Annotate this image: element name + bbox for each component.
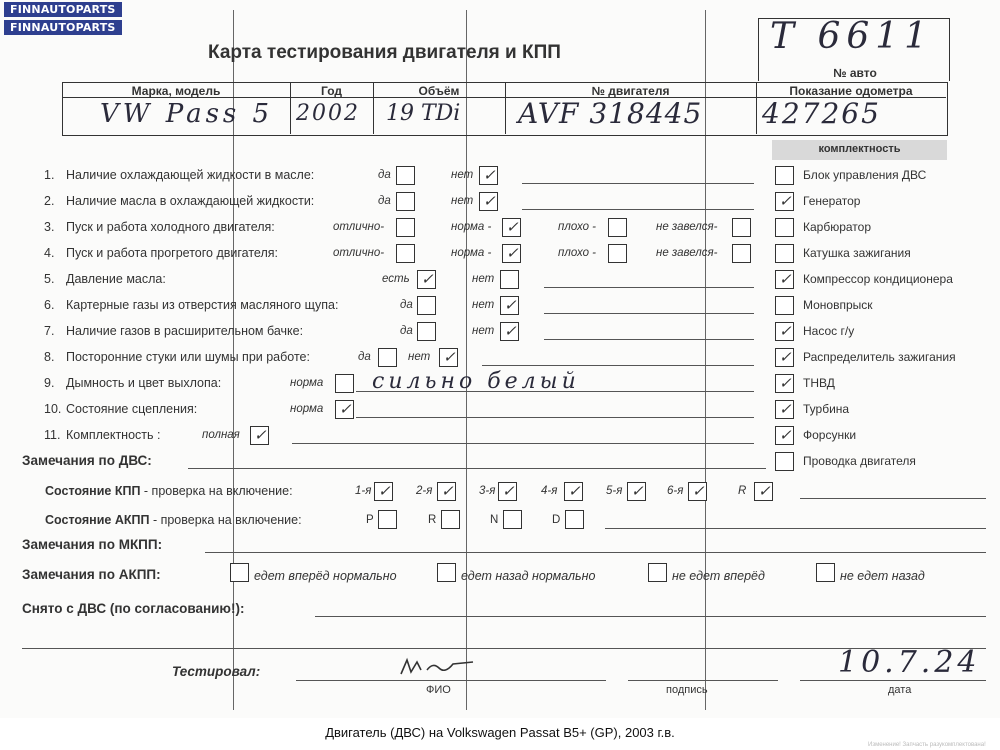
- col-make-model: Марка, модель: [131, 84, 221, 98]
- kpp-gear-label: R: [738, 485, 747, 497]
- akpp-gear-label: R: [428, 514, 437, 526]
- akpp-remark-label: не едет назад: [840, 569, 925, 583]
- site-logo: FINNAUTOPARTS: [4, 2, 122, 17]
- option-label: есть: [382, 273, 410, 285]
- option-label: полная: [202, 429, 240, 441]
- option-checkbox-mark: ✓: [443, 348, 456, 366]
- option-label: да: [378, 169, 391, 181]
- akpp-gear-checkbox[interactable]: [565, 510, 584, 529]
- akpp-remark-label: не едет вперёд: [672, 569, 765, 583]
- question-text: Картерные газы из отверстия масляного щупа:: [66, 298, 339, 312]
- answer-line: [544, 313, 754, 314]
- odometer-value: 427265: [762, 97, 881, 130]
- question-text: Комплектность :: [66, 428, 161, 442]
- page-title: Карта тестирования двигателя и КПП: [208, 42, 561, 63]
- akpp-remark-checkbox[interactable]: [816, 563, 835, 582]
- car-number-value: T 6611: [770, 16, 934, 57]
- kpp-gear-label: 3-я: [479, 485, 496, 497]
- photo-caption: Двигатель (ДВС) на Volkswagen Passat B5+ (GP), 2003 г.в.: [325, 725, 675, 740]
- answer-line: [544, 287, 754, 288]
- question-number: 6.: [44, 298, 55, 312]
- component-checkbox-mark: ✓: [779, 426, 792, 444]
- option-label: норма -: [451, 247, 492, 259]
- kpp-gear-label: 4-я: [541, 485, 558, 497]
- question-text: Давление масла:: [66, 272, 166, 286]
- option-checkbox[interactable]: [378, 348, 397, 367]
- component-checkbox[interactable]: [775, 452, 794, 471]
- option-checkbox[interactable]: [335, 374, 354, 393]
- option-label: да: [400, 299, 413, 311]
- component-checkbox[interactable]: [775, 296, 794, 315]
- option-label: не завелся-: [656, 247, 718, 259]
- col-year: Год: [321, 84, 342, 98]
- question-text: Наличие масла в охлаждающей жидкости:: [66, 194, 315, 208]
- option-checkbox[interactable]: [396, 166, 415, 185]
- component-label: Распределитель зажигания: [803, 350, 956, 364]
- option-label: норма -: [451, 221, 492, 233]
- option-checkbox-mark: ✓: [506, 244, 519, 262]
- option-label: отлично-: [333, 221, 385, 233]
- kpp-gear-label: 1-я: [355, 485, 372, 497]
- option-checkbox-mark: ✓: [421, 270, 434, 288]
- component-label: Турбина: [803, 402, 850, 416]
- col-engine-number: № двигателя: [591, 84, 670, 98]
- akpp-remark-checkbox[interactable]: [648, 563, 667, 582]
- option-label: отлично-: [333, 247, 385, 259]
- col-odometer: Показание одометра: [789, 84, 913, 98]
- option-label: плохо -: [558, 247, 596, 259]
- engine-number-value: AVF 318445: [518, 97, 703, 130]
- option-label: да: [358, 351, 371, 363]
- answer-line: [522, 183, 754, 184]
- remarks-akpp-label: Замечания по АКПП:: [22, 567, 161, 582]
- option-checkbox[interactable]: [396, 244, 415, 263]
- component-checkbox-mark: ✓: [779, 374, 792, 392]
- component-label: Форсунки: [803, 428, 857, 442]
- kpp-gear-checkbox-mark: ✓: [568, 482, 581, 500]
- question-number: 4.: [44, 246, 55, 260]
- option-checkbox-mark: ✓: [506, 218, 519, 236]
- option-label: нет: [408, 351, 431, 363]
- kpp-gear-checkbox-mark: ✓: [378, 482, 391, 500]
- option-label: нет: [451, 169, 474, 181]
- question-text: Состояние сцепления:: [66, 402, 198, 416]
- option-label: нет: [472, 299, 495, 311]
- option-checkbox[interactable]: [396, 192, 415, 211]
- question-text: Дымность и цвет выхлопа:: [66, 376, 222, 390]
- question-number: 9.: [44, 376, 55, 390]
- akpp-gear-label: N: [490, 514, 499, 526]
- kpp-gear-checkbox-mark: ✓: [758, 482, 771, 500]
- component-label: Насос г/у: [803, 324, 855, 338]
- option-label: да: [378, 195, 391, 207]
- akpp-gear-label: P: [366, 514, 374, 526]
- question-text: Пуск и работа холодного двигателя:: [66, 220, 275, 234]
- kpp-gear-checkbox-mark: ✓: [502, 482, 515, 500]
- component-checkbox-mark: ✓: [779, 192, 792, 210]
- akpp-gear-checkbox[interactable]: [441, 510, 460, 529]
- kpp-gear-checkbox-mark: ✓: [631, 482, 644, 500]
- question-number: 3.: [44, 220, 55, 234]
- exhaust-note: сильно белый: [372, 369, 580, 394]
- fio-label: ФИО: [426, 684, 451, 696]
- remarks-engine-label: Замечания по ДВС:: [22, 453, 152, 468]
- question-text: Посторонние стуки или шумы при работе:: [66, 350, 310, 364]
- component-checkbox-mark: ✓: [779, 348, 792, 366]
- tested-label: Тестировал:: [172, 664, 261, 679]
- akpp-remark-checkbox[interactable]: [230, 563, 249, 582]
- car-number-label: № авто: [833, 66, 877, 80]
- component-label: Катушка зажигания: [803, 246, 911, 260]
- option-checkbox[interactable]: [500, 270, 519, 289]
- component-label: Проводка двигателя: [803, 454, 916, 468]
- option-label: нет: [472, 273, 495, 285]
- question-text: Наличие охлаждающей жидкости в масле:: [66, 168, 315, 182]
- akpp-gear-label: D: [552, 514, 561, 526]
- option-checkbox-mark: ✓: [504, 296, 517, 314]
- component-checkbox-mark: ✓: [779, 270, 792, 288]
- kpp-gear-label: 2-я: [416, 485, 433, 497]
- watermark-text: Изменение! Запчасть разукомплектована!: [868, 742, 986, 748]
- question-text: Наличие газов в расширительном бачке:: [66, 324, 304, 338]
- component-label: Компрессор кондиционера: [803, 272, 953, 286]
- akpp-gear-checkbox[interactable]: [378, 510, 397, 529]
- question-text: Пуск и работа прогретого двигателя:: [66, 246, 278, 260]
- component-label: ТНВД: [803, 376, 835, 390]
- question-number: 1.: [44, 168, 55, 182]
- option-label: норма: [290, 403, 324, 415]
- component-checkbox[interactable]: [775, 244, 794, 263]
- option-label: норма: [290, 377, 324, 389]
- akpp-remark-checkbox[interactable]: [437, 563, 456, 582]
- answer-line: [356, 417, 754, 418]
- removed-label: Снято с ДВС (по согласованию!):: [22, 601, 245, 616]
- option-label: плохо -: [558, 221, 596, 233]
- akpp-remark-label: едет вперёд нормально: [254, 569, 397, 583]
- question-number: 8.: [44, 350, 55, 364]
- option-checkbox-mark: ✓: [483, 192, 496, 210]
- question-number: 2.: [44, 194, 55, 208]
- component-checkbox[interactable]: [775, 166, 794, 185]
- option-checkbox-mark: ✓: [339, 400, 352, 418]
- answer-line: [522, 209, 754, 210]
- akpp-remark-label: едет назад нормально: [461, 569, 596, 583]
- akpp-gear-checkbox[interactable]: [503, 510, 522, 529]
- option-checkbox[interactable]: [732, 218, 751, 237]
- component-label: Блок управления ДВС: [803, 168, 927, 182]
- question-number: 11.: [44, 428, 61, 442]
- option-checkbox[interactable]: [417, 296, 436, 315]
- option-label: да: [400, 325, 413, 337]
- year-value: 2002: [296, 101, 360, 126]
- volume-value: 19 TDi: [386, 101, 461, 126]
- component-checkbox-mark: ✓: [779, 400, 792, 418]
- component-label: Моновпрыск: [803, 298, 873, 312]
- option-checkbox-mark: ✓: [504, 322, 517, 340]
- answer-line: [544, 339, 754, 340]
- kpp-gear-checkbox-mark: ✓: [441, 482, 454, 500]
- date-value: 10.7.24: [838, 645, 981, 680]
- answer-line: [292, 443, 754, 444]
- option-label: нет: [451, 195, 474, 207]
- kpp-gear-label: 5-я: [606, 485, 623, 497]
- question-number: 10.: [44, 402, 62, 416]
- option-checkbox-mark: ✓: [254, 426, 267, 444]
- completeness-header: комплектность: [818, 143, 901, 155]
- option-label: нет: [472, 325, 495, 337]
- option-checkbox[interactable]: [396, 218, 415, 237]
- option-label: не завелся-: [656, 221, 718, 233]
- option-checkbox[interactable]: [608, 244, 627, 263]
- option-checkbox[interactable]: [608, 218, 627, 237]
- date-label: дата: [888, 684, 912, 696]
- question-number: 7.: [44, 324, 55, 338]
- col-volume: Объём: [418, 84, 460, 98]
- kpp-gear-label: 6-я: [667, 485, 684, 497]
- signature-label: подпись: [666, 684, 708, 696]
- tester-signature: [397, 656, 487, 678]
- option-checkbox[interactable]: [732, 244, 751, 263]
- akpp-label: Состояние АКПП - проверка на включение:: [45, 513, 302, 527]
- site-logo-secondary: FINNAUTOPARTS: [4, 20, 122, 35]
- option-checkbox[interactable]: [417, 322, 436, 341]
- remarks-mkpp-label: Замечания по МКПП:: [22, 537, 163, 552]
- kpp-label: Состояние КПП - проверка на включение:: [45, 484, 293, 498]
- component-checkbox[interactable]: [775, 218, 794, 237]
- kpp-gear-checkbox-mark: ✓: [692, 482, 705, 500]
- option-checkbox-mark: ✓: [483, 166, 496, 184]
- component-label: Карбюратор: [803, 220, 872, 234]
- answer-line: [482, 365, 754, 366]
- component-label: Генератор: [803, 194, 861, 208]
- question-number: 5.: [44, 272, 55, 286]
- make-model-value: VW Pass 5: [100, 99, 274, 129]
- component-checkbox-mark: ✓: [779, 322, 792, 340]
